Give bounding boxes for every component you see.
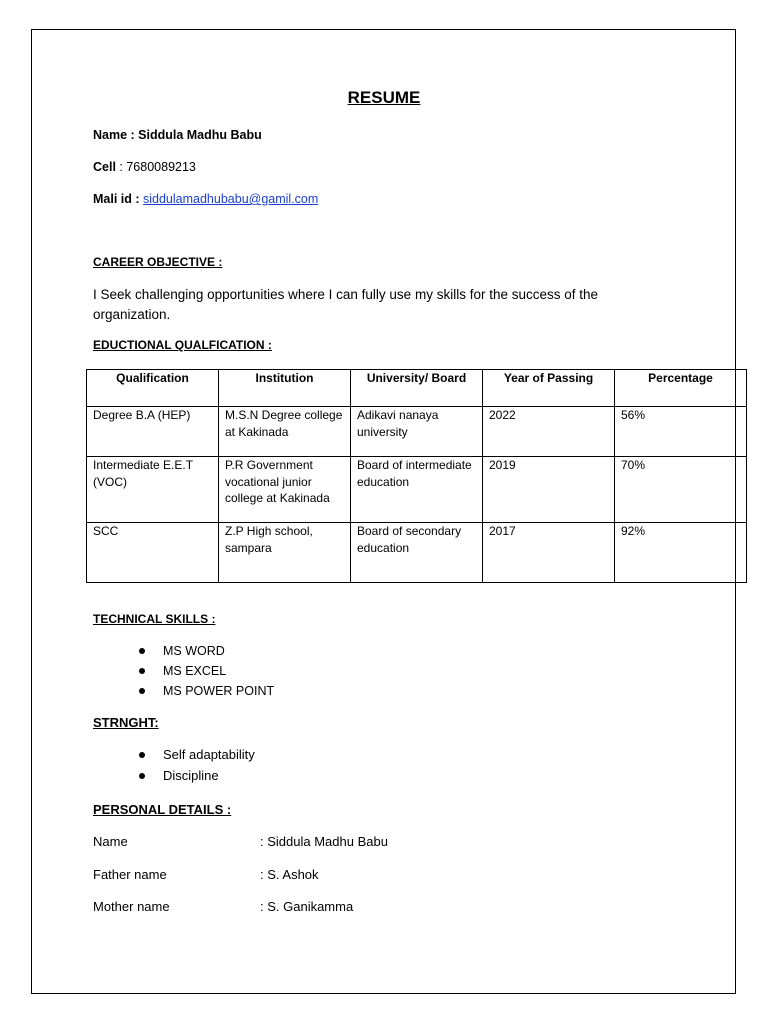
list-item-text: Self adaptability <box>163 747 255 762</box>
list-item-text: MS POWER POINT <box>163 684 275 698</box>
cell-value: : 7680089213 <box>115 160 196 174</box>
mother-name-value: : S. Ganikamma <box>260 899 354 914</box>
list-item-text: MS WORD <box>163 644 225 658</box>
education-table <box>86 369 747 583</box>
list-item <box>93 641 274 661</box>
strength-list <box>93 745 255 787</box>
resume-title: RESUME <box>347 88 421 107</box>
cell-line <box>93 160 196 174</box>
table-row <box>87 407 747 457</box>
table-cell: 56% <box>615 407 747 457</box>
table-cell: Board of intermediate education <box>351 457 483 523</box>
table-cell: 92% <box>615 523 747 583</box>
table-cell: 2019 <box>483 457 615 523</box>
list-item-text: Discipline <box>163 768 219 783</box>
list-item <box>93 745 255 766</box>
table-header-cell: Institution <box>219 370 351 407</box>
table-header-row <box>87 370 747 407</box>
table-cell: SCC <box>87 523 219 583</box>
table-header-cell: University/ Board <box>351 370 483 407</box>
career-objective-heading: CAREER OBJECTIVE : <box>93 255 223 269</box>
table-header-cell: Percentage <box>615 370 747 407</box>
table-cell: 2017 <box>483 523 615 583</box>
table-cell: 2022 <box>483 407 615 457</box>
bullet-icon <box>139 752 145 758</box>
personal-name-label: Name <box>93 834 128 849</box>
strength-heading: STRNGHT: <box>93 715 159 730</box>
technical-skills-heading: TECHNICAL SKILLS : <box>93 612 216 626</box>
mail-label: Mali id : <box>93 192 143 206</box>
mother-name-label: Mother name <box>93 899 170 914</box>
table-cell: 70% <box>615 457 747 523</box>
cell-label: Cell <box>93 160 116 174</box>
career-objective-text: I Seek challenging opportunities where I can fully use my skills for the success of the organization. <box>93 287 599 322</box>
table-row <box>87 523 747 583</box>
table-cell: Z.P High school, sampara <box>219 523 351 583</box>
list-item-text: MS EXCEL <box>163 664 227 678</box>
table-row <box>87 457 747 523</box>
email-link[interactable]: siddulamadhubabu@gamil.com <box>143 192 319 206</box>
list-item <box>93 766 255 787</box>
personal-name-value: : Siddula Madhu Babu <box>260 834 388 849</box>
personal-details-heading: PERSONAL DETAILS : <box>93 802 232 817</box>
bullet-icon <box>139 648 145 654</box>
mail-line <box>93 192 318 206</box>
table-cell: Adikavi nanaya university <box>351 407 483 457</box>
table-cell: Intermediate E.E.T (VOC) <box>87 457 219 523</box>
technical-skills-list <box>93 641 274 701</box>
name-line: Name : Siddula Madhu Babu <box>93 128 262 142</box>
bullet-icon <box>139 668 145 674</box>
bullet-icon <box>139 688 145 694</box>
list-item <box>93 661 274 681</box>
table-header-cell: Qualification <box>87 370 219 407</box>
table-cell: M.S.N Degree college at Kakinada <box>219 407 351 457</box>
table-header-cell: Year of Passing <box>483 370 615 407</box>
father-name-label: Father name <box>93 867 167 882</box>
table-cell: P.R Government vocational junior college at Kakinada <box>219 457 351 523</box>
table-cell: Board of secondary education <box>351 523 483 583</box>
bullet-icon <box>139 773 145 779</box>
father-name-value: : S. Ashok <box>260 867 319 882</box>
table-cell: Degree B.A (HEP) <box>87 407 219 457</box>
list-item <box>93 681 274 701</box>
education-heading: EDUCTIONAL QUALFICATION : <box>93 338 272 352</box>
